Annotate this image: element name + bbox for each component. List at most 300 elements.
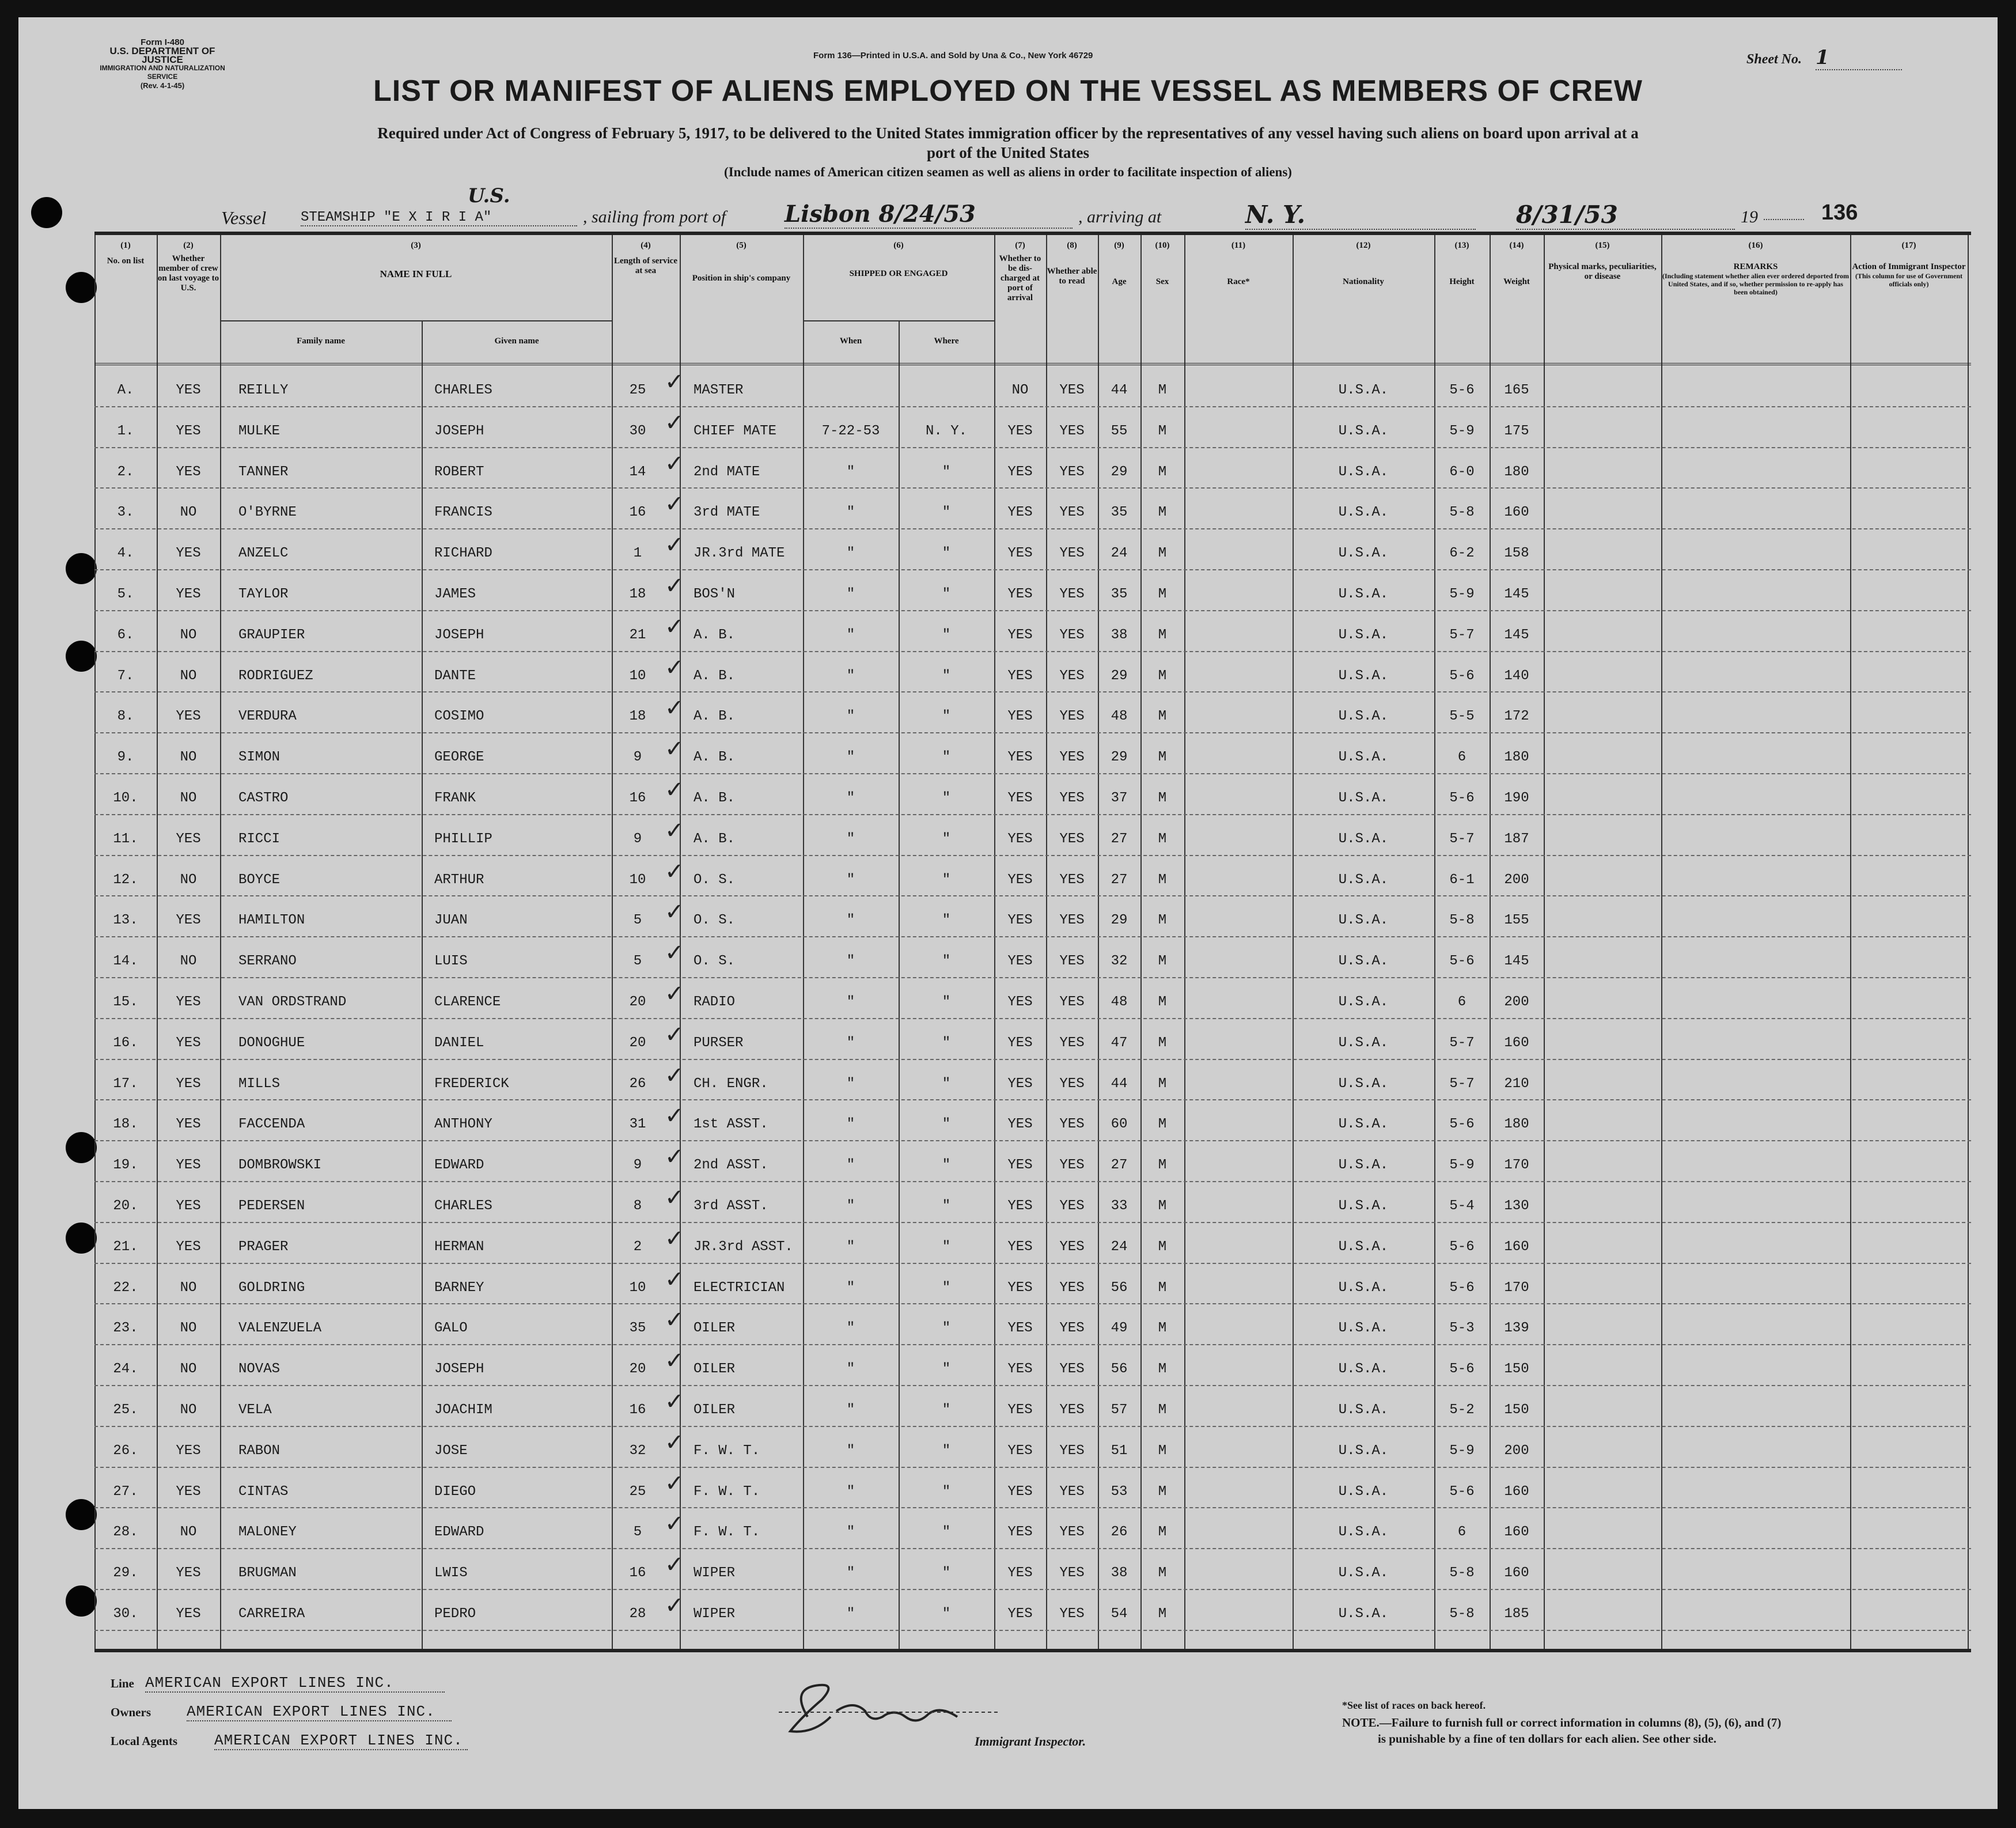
cell-last-voyage: YES — [176, 1565, 201, 1581]
cell-to-be-discharged: YES — [1007, 1483, 1033, 1500]
cell-nationality: U.S.A. — [1338, 994, 1389, 1010]
cell-given-name: FRANK — [434, 790, 476, 806]
cell-age: 33 — [1111, 1198, 1128, 1214]
table-row — [94, 855, 1971, 897]
form-number: Form I-480 — [141, 37, 184, 47]
checkmark-icon: ✓ — [665, 736, 684, 763]
cell-able-to-read: YES — [1059, 994, 1085, 1010]
cell-height: 5-3 — [1449, 1320, 1475, 1337]
cell-able-to-read: YES — [1059, 546, 1085, 562]
cell-to-be-discharged: YES — [1007, 750, 1033, 766]
cell-shipped-where: " — [942, 1076, 951, 1092]
cell-to-be-discharged: YES — [1007, 913, 1033, 929]
col-header-where: Where — [934, 336, 959, 346]
cell-given-name: JOSEPH — [434, 1361, 484, 1377]
cell-given-name: DANIEL — [434, 1035, 484, 1051]
cell-sex: M — [1158, 1320, 1167, 1337]
cell-family-name: TANNER — [238, 464, 289, 480]
cell-sex: M — [1158, 1198, 1167, 1214]
cell-able-to-read: YES — [1059, 1606, 1085, 1622]
col-header-read: (8) Whether able to read — [1047, 241, 1097, 286]
cell-family-name: REILLY — [238, 383, 289, 398]
cell-able-to-read: YES — [1059, 1076, 1085, 1092]
table-row — [94, 936, 1971, 978]
cell-last-voyage: YES — [176, 1157, 201, 1174]
cell-nationality: U.S.A. — [1338, 831, 1389, 847]
port-of-arrival: N. Y. — [1245, 200, 1476, 230]
col-header-weight: (14) Weight — [1503, 241, 1530, 286]
cell-nationality: U.S.A. — [1338, 668, 1389, 684]
cell-family-name: DOMBROWSKI — [238, 1157, 322, 1174]
cell-able-to-read: YES — [1059, 505, 1085, 521]
cell-position: A. B. — [694, 627, 736, 643]
cell-nationality: U.S.A. — [1338, 1524, 1389, 1541]
table-row — [94, 569, 1971, 611]
punch-hole — [66, 553, 97, 584]
cell-age: 26 — [1111, 1524, 1128, 1541]
cell-position: A. B. — [694, 750, 736, 766]
cell-shipped-where: " — [942, 586, 951, 602]
cell-age: 29 — [1111, 668, 1128, 684]
cell-age: 38 — [1111, 627, 1128, 643]
cell-length-of-service: 25 — [629, 1483, 646, 1500]
cell-age: 29 — [1111, 913, 1128, 929]
cell-last-voyage: NO — [180, 1280, 197, 1296]
cell-height: 5-6 — [1449, 1483, 1475, 1500]
cell-able-to-read: YES — [1059, 709, 1085, 725]
cell-sex: M — [1158, 953, 1167, 970]
sheet-number: 1 — [1816, 46, 1902, 70]
col-header-no: (1) No. on list — [107, 241, 145, 266]
table-row — [94, 1140, 1971, 1182]
cell-shipped-where: " — [942, 1361, 951, 1377]
cell-family-name: VAN ORDSTRAND — [238, 994, 347, 1010]
cell-length-of-service: 9 — [633, 831, 642, 847]
cell-to-be-discharged: YES — [1007, 1280, 1033, 1296]
cell-height: 5-6 — [1449, 1280, 1475, 1296]
cell-shipped-when: " — [846, 831, 855, 847]
cell-able-to-read: YES — [1059, 790, 1085, 806]
cell-given-name: ARTHUR — [434, 872, 484, 888]
cell-sex: M — [1158, 505, 1167, 521]
cell-nationality: U.S.A. — [1338, 1606, 1389, 1622]
cell-given-name: EDWARD — [434, 1524, 484, 1541]
cell-family-name: BRUGMAN — [238, 1565, 297, 1581]
line-value: AMERICAN EXPORT LINES INC. — [145, 1674, 445, 1693]
cell-weight: 175 — [1504, 423, 1529, 439]
cell-to-be-discharged: YES — [1007, 953, 1033, 970]
checkmark-icon: ✓ — [665, 1388, 684, 1415]
stamp-number: 136 — [1821, 200, 1858, 225]
checkmark-icon: ✓ — [665, 1348, 684, 1375]
cell-shipped-where: " — [942, 913, 951, 929]
cell-shipped-where: " — [942, 1524, 951, 1541]
cell-given-name: JOACHIM — [434, 1402, 492, 1418]
checkmark-icon: ✓ — [665, 1062, 684, 1089]
cell-able-to-read: YES — [1059, 1361, 1085, 1377]
cell-position: 3rd MATE — [694, 505, 760, 521]
checkmark-icon: ✓ — [665, 940, 684, 967]
cell-weight: 155 — [1504, 913, 1529, 929]
cell-row-number: 8. — [117, 709, 134, 725]
cell-row-number: 26. — [113, 1443, 138, 1459]
cell-length-of-service: 30 — [629, 423, 646, 439]
cell-age: 35 — [1111, 586, 1128, 602]
cell-age: 53 — [1111, 1483, 1128, 1500]
cell-position: CH. ENGR. — [694, 1076, 768, 1092]
cell-to-be-discharged: YES — [1007, 505, 1033, 521]
department-name: U.S. DEPARTMENT OF JUSTICE — [109, 46, 215, 65]
cell-last-voyage: YES — [176, 1198, 201, 1214]
cell-shipped-where: " — [942, 1402, 951, 1418]
cell-nationality: U.S.A. — [1338, 546, 1389, 562]
cell-able-to-read: YES — [1059, 1483, 1085, 1500]
checkmark-icon: ✓ — [665, 1021, 684, 1048]
cell-able-to-read: YES — [1059, 668, 1085, 684]
punch-hole — [66, 641, 97, 672]
vessel-label: Vessel — [221, 207, 267, 228]
cell-height: 5-8 — [1449, 1606, 1475, 1622]
cell-nationality: U.S.A. — [1338, 1320, 1389, 1337]
cell-given-name: CHARLES — [434, 383, 492, 398]
cell-age: 44 — [1111, 383, 1128, 398]
cell-row-number: 27. — [113, 1483, 138, 1500]
cell-able-to-read: YES — [1059, 872, 1085, 888]
cell-sex: M — [1158, 1076, 1167, 1092]
cell-shipped-when: " — [846, 709, 855, 725]
cell-weight: 150 — [1504, 1402, 1529, 1418]
cell-nationality: U.S.A. — [1338, 913, 1389, 929]
arriving-label: , arriving at — [1078, 207, 1162, 226]
cell-shipped-where: " — [942, 872, 951, 888]
cell-weight: 200 — [1504, 994, 1529, 1010]
table-row — [94, 487, 1971, 529]
cell-able-to-read: YES — [1059, 1198, 1085, 1214]
cell-position: O. S. — [694, 953, 736, 970]
cell-shipped-where: " — [942, 1239, 951, 1255]
cell-nationality: U.S.A. — [1338, 1157, 1389, 1174]
cell-position: RADIO — [694, 994, 736, 1010]
cell-last-voyage: YES — [176, 586, 201, 602]
cell-sex: M — [1158, 1239, 1167, 1255]
cell-row-number: A. — [117, 383, 134, 398]
cell-weight: 172 — [1504, 709, 1529, 725]
checkmark-icon: ✓ — [665, 1144, 684, 1171]
service-name: IMMIGRATION AND NATURALIZATION SERVICE — [100, 64, 225, 81]
checkmark-icon: ✓ — [665, 654, 684, 681]
cell-last-voyage: NO — [180, 790, 197, 806]
cell-nationality: U.S.A. — [1338, 1035, 1389, 1051]
revision-date: (Rev. 4-1-45) — [140, 81, 185, 90]
vessel-us-handwritten: U.S. — [468, 184, 510, 207]
cell-length-of-service: 5 — [633, 1524, 642, 1541]
cell-last-voyage: YES — [176, 1483, 201, 1500]
cell-sex: M — [1158, 831, 1167, 847]
checkmark-icon: ✓ — [665, 817, 684, 844]
cell-position: 2nd MATE — [694, 464, 760, 480]
cell-weight: 160 — [1504, 1524, 1529, 1541]
cell-able-to-read: YES — [1059, 423, 1085, 439]
cell-shipped-where: " — [942, 464, 951, 480]
table-row — [94, 406, 1971, 448]
cell-family-name: VELA — [238, 1402, 272, 1418]
cell-age: 54 — [1111, 1606, 1128, 1622]
table-row — [94, 814, 1971, 856]
cell-last-voyage: YES — [176, 1117, 201, 1133]
cell-shipped-where: N. Y. — [925, 423, 967, 439]
cell-able-to-read: YES — [1059, 831, 1085, 847]
cell-given-name: CHARLES — [434, 1198, 492, 1214]
cell-row-number: 9. — [117, 750, 134, 766]
cell-to-be-discharged: YES — [1007, 1076, 1033, 1092]
cell-sex: M — [1158, 1565, 1167, 1581]
penalty-note-line2: is punishable by a fine of ten dollars for each alien. See other side. — [1378, 1732, 1716, 1746]
cell-weight: 165 — [1504, 383, 1529, 398]
page-title: LIST OR MANIFEST OF ALIENS EMPLOYED ON THE VESSEL AS MEMBERS OF CREW — [373, 74, 1643, 108]
cell-shipped-where: " — [942, 831, 951, 847]
cell-position: PURSER — [694, 1035, 744, 1051]
cell-row-number: 24. — [113, 1361, 138, 1377]
cell-length-of-service: 20 — [629, 1361, 646, 1377]
checkmark-icon: ✓ — [665, 1184, 684, 1211]
cell-row-number: 14. — [113, 953, 138, 970]
cell-weight: 160 — [1504, 1483, 1529, 1500]
cell-row-number: 5. — [117, 586, 134, 602]
cell-sex: M — [1158, 627, 1167, 643]
cell-position: MASTER — [694, 383, 744, 398]
cell-shipped-when: " — [846, 1280, 855, 1296]
cell-age: 51 — [1111, 1443, 1128, 1459]
col-header-given-name: Given name — [494, 336, 539, 346]
cell-height: 5-9 — [1449, 423, 1475, 439]
year-label: 19 — [1741, 207, 1758, 226]
cell-able-to-read: YES — [1059, 1565, 1085, 1581]
cell-age: 56 — [1111, 1361, 1128, 1377]
cell-shipped-when: " — [846, 913, 855, 929]
cell-shipped-when: " — [846, 1239, 855, 1255]
cell-position: 1st ASST. — [694, 1117, 768, 1133]
cell-height: 5-9 — [1449, 1443, 1475, 1459]
cell-nationality: U.S.A. — [1338, 1361, 1389, 1377]
cell-length-of-service: 10 — [629, 872, 646, 888]
cell-shipped-when: " — [846, 464, 855, 480]
cell-last-voyage: YES — [176, 1443, 201, 1459]
cell-last-voyage: NO — [180, 1320, 197, 1337]
cell-shipped-when: " — [846, 1606, 855, 1622]
cell-to-be-discharged: YES — [1007, 546, 1033, 562]
cell-able-to-read: YES — [1059, 464, 1085, 480]
cell-sex: M — [1158, 546, 1167, 562]
cell-position: O. S. — [694, 913, 736, 929]
cell-length-of-service: 1 — [633, 546, 642, 562]
cell-family-name: PEDERSEN — [238, 1198, 305, 1214]
cell-position: WIPER — [694, 1565, 736, 1581]
cell-length-of-service: 10 — [629, 668, 646, 684]
col-header-service: (4) Length of service at sea — [614, 241, 677, 275]
col-header-last-voyage: (2) Whether member of crew on last voyage to U.S. — [157, 241, 219, 293]
cell-age: 32 — [1111, 953, 1128, 970]
subtitle-note: (Include names of American citizen seamen as well as aliens in order to facilitate inspection of aliens) — [724, 165, 1292, 179]
cell-weight: 160 — [1504, 1035, 1529, 1051]
cell-nationality: U.S.A. — [1338, 953, 1389, 970]
cell-last-voyage: YES — [176, 709, 201, 725]
cell-last-voyage: YES — [176, 1239, 201, 1255]
cell-shipped-when: " — [846, 1035, 855, 1051]
cell-age: 47 — [1111, 1035, 1128, 1051]
cell-length-of-service: 32 — [629, 1443, 646, 1459]
checkmark-icon: ✓ — [665, 573, 684, 599]
cell-last-voyage: YES — [176, 423, 201, 439]
cell-sex: M — [1158, 668, 1167, 684]
cell-weight: 210 — [1504, 1076, 1529, 1092]
cell-position: 2nd ASST. — [694, 1157, 768, 1174]
cell-height: 6-2 — [1449, 546, 1475, 562]
cell-to-be-discharged: YES — [1007, 709, 1033, 725]
cell-shipped-when: " — [846, 750, 855, 766]
inspector-signature — [767, 1676, 1009, 1746]
cell-family-name: PRAGER — [238, 1239, 289, 1255]
cell-shipped-where: " — [942, 1320, 951, 1337]
cell-weight: 160 — [1504, 505, 1529, 521]
cell-shipped-where: " — [942, 1483, 951, 1500]
cell-sex: M — [1158, 464, 1167, 480]
cell-position: OILER — [694, 1361, 736, 1377]
cell-length-of-service: 25 — [629, 383, 646, 398]
cell-last-voyage: NO — [180, 953, 197, 970]
cell-shipped-where: " — [942, 1280, 951, 1296]
cell-weight: 187 — [1504, 831, 1529, 847]
cell-weight: 170 — [1504, 1280, 1529, 1296]
cell-given-name: PEDRO — [434, 1606, 476, 1622]
table-row — [94, 1018, 1971, 1060]
cell-age: 55 — [1111, 423, 1128, 439]
cell-nationality: U.S.A. — [1338, 872, 1389, 888]
cell-to-be-discharged: YES — [1007, 1606, 1033, 1622]
cell-sex: M — [1158, 1117, 1167, 1133]
cell-family-name: CINTAS — [238, 1483, 289, 1500]
cell-sex: M — [1158, 1280, 1167, 1296]
cell-nationality: U.S.A. — [1338, 1198, 1389, 1214]
table-row — [94, 1507, 1971, 1549]
cell-length-of-service: 10 — [629, 1280, 646, 1296]
cell-length-of-service: 28 — [629, 1606, 646, 1622]
cell-nationality: U.S.A. — [1338, 627, 1389, 643]
table-row — [94, 773, 1971, 815]
cell-to-be-discharged: YES — [1007, 872, 1033, 888]
checkmark-icon: ✓ — [665, 409, 684, 436]
cell-last-voyage: NO — [180, 1361, 197, 1377]
cell-shipped-when: " — [846, 994, 855, 1010]
table-row — [94, 651, 1971, 693]
cell-age: 49 — [1111, 1320, 1128, 1337]
cell-nationality: U.S.A. — [1338, 423, 1389, 439]
cell-last-voyage: NO — [180, 750, 197, 766]
cell-nationality: U.S.A. — [1338, 1483, 1389, 1500]
port-of-departure: Lisbon 8/24/53 — [785, 200, 1073, 229]
cell-to-be-discharged: YES — [1007, 1320, 1033, 1337]
cell-to-be-discharged: YES — [1007, 831, 1033, 847]
cell-row-number: 30. — [113, 1606, 138, 1622]
cell-position: BOS'N — [694, 586, 736, 602]
checkmark-icon: ✓ — [665, 1511, 684, 1538]
cell-able-to-read: YES — [1059, 1443, 1085, 1459]
table-row — [94, 1467, 1971, 1509]
cell-position: A. B. — [694, 831, 736, 847]
cell-given-name: LUIS — [434, 953, 468, 970]
cell-given-name: ANTHONY — [434, 1117, 492, 1133]
cell-shipped-where: " — [942, 1565, 951, 1581]
cell-given-name: DANTE — [434, 668, 476, 684]
cell-row-number: 15. — [113, 994, 138, 1010]
cell-last-voyage: YES — [176, 1606, 201, 1622]
col-header-position: (5) Position in ship's company — [692, 241, 791, 283]
col-header-height: (13) Height — [1449, 241, 1475, 286]
cell-length-of-service: 35 — [629, 1320, 646, 1337]
cell-age: 38 — [1111, 1565, 1128, 1581]
cell-family-name: O'BYRNE — [238, 505, 297, 521]
cell-family-name: NOVAS — [238, 1361, 281, 1377]
cell-able-to-read: YES — [1059, 383, 1085, 398]
cell-shipped-when: " — [846, 790, 855, 806]
cell-family-name: MALONEY — [238, 1524, 297, 1541]
penalty-note-line1: NOTE.—Failure to furnish full or correct information in columns (8), (5), (6), and (7) — [1342, 1716, 1782, 1729]
cell-position: OILER — [694, 1320, 736, 1337]
cell-able-to-read: YES — [1059, 913, 1085, 929]
cell-height: 5-6 — [1449, 1117, 1475, 1133]
cell-given-name: JAMES — [434, 586, 476, 602]
cell-to-be-discharged: YES — [1007, 423, 1033, 439]
col-header-race: (11) Race* — [1227, 241, 1250, 286]
cell-given-name: FRANCIS — [434, 505, 492, 521]
cell-to-be-discharged: YES — [1007, 1157, 1033, 1174]
cell-shipped-when: 7-22-53 — [821, 423, 880, 439]
printer-note: Form 136—Printed in U.S.A. and Sold by Una & Co., New York 46729 — [813, 51, 1093, 60]
cell-given-name: CLARENCE — [434, 994, 501, 1010]
cell-nationality: U.S.A. — [1338, 383, 1389, 398]
cell-shipped-where: " — [942, 790, 951, 806]
cell-nationality: U.S.A. — [1338, 1443, 1389, 1459]
cell-shipped-when: " — [846, 1157, 855, 1174]
cell-given-name: JOSEPH — [434, 627, 484, 643]
col-header-discharged: (7) Whether to be dis-charged at port of arrival — [999, 241, 1041, 302]
cell-sex: M — [1158, 1035, 1167, 1051]
local-agents-label: Local Agents — [111, 1734, 178, 1748]
cell-able-to-read: YES — [1059, 1320, 1085, 1337]
cell-sex: M — [1158, 709, 1167, 725]
cell-weight: 145 — [1504, 627, 1529, 643]
cell-nationality: U.S.A. — [1338, 586, 1389, 602]
cell-age: 24 — [1111, 1239, 1128, 1255]
cell-given-name: DIEGO — [434, 1483, 476, 1500]
checkmark-icon: ✓ — [665, 1103, 684, 1130]
cell-weight: 185 — [1504, 1606, 1529, 1622]
cell-length-of-service: 14 — [629, 464, 646, 480]
cell-to-be-discharged: YES — [1007, 790, 1033, 806]
cell-position: ELECTRICIAN — [694, 1280, 785, 1296]
checkmark-icon: ✓ — [665, 1592, 684, 1619]
cell-given-name: FREDERICK — [434, 1076, 509, 1092]
cell-position: O. S. — [694, 872, 736, 888]
cell-age: 48 — [1111, 709, 1128, 725]
cell-family-name: GRAUPIER — [238, 627, 305, 643]
checkmark-icon: ✓ — [665, 450, 684, 477]
cell-height: 5-6 — [1449, 790, 1475, 806]
vessel-name: STEAMSHIP "E X I R I A" — [301, 210, 577, 226]
cell-shipped-when: " — [846, 872, 855, 888]
cell-weight: 170 — [1504, 1157, 1529, 1174]
cell-row-number: 18. — [113, 1117, 138, 1133]
cell-position: A. B. — [694, 668, 736, 684]
